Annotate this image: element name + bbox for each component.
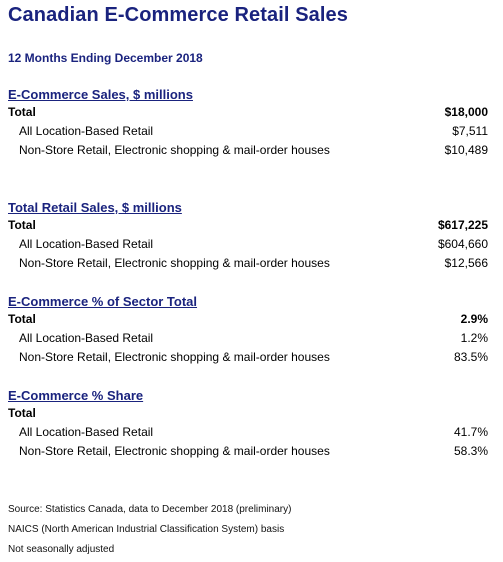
- footer-notes: [8, 500, 291, 560]
- row-label: Total: [8, 218, 36, 232]
- row-value: 2.9%: [460, 312, 488, 326]
- total-row: [8, 216, 490, 235]
- table-row: [8, 442, 490, 461]
- table-row: [8, 122, 490, 141]
- basis-note: NAICS (North American Industrial Classification System) basis: [8, 524, 285, 535]
- total-row: [8, 103, 490, 122]
- table-row: [8, 423, 490, 442]
- section-title: E-Commerce % Share: [8, 388, 144, 403]
- row-label: Non-Store Retail, Electronic shopping & mail-order houses: [19, 444, 330, 458]
- row-label: All Location-Based Retail: [19, 124, 154, 138]
- table-row: [8, 329, 490, 348]
- total-row: [8, 310, 490, 329]
- row-label: All Location-Based Retail: [19, 425, 154, 439]
- row-label: Non-Store Retail, Electronic shopping & mail-order houses: [19, 143, 330, 157]
- page-subtitle: 12 Months Ending December 2018: [8, 51, 203, 65]
- row-label: Total: [8, 312, 36, 326]
- row-value: 83.5%: [453, 350, 488, 364]
- row-value: $12,566: [444, 256, 488, 270]
- section-total-retail-sales: [8, 199, 490, 273]
- section-ecommerce-percent-share: [8, 387, 490, 461]
- row-value: $18,000: [444, 105, 488, 119]
- section-title: E-Commerce Sales, $ millions: [8, 87, 193, 102]
- row-label: All Location-Based Retail: [19, 237, 154, 251]
- row-value: $7,511: [452, 124, 488, 138]
- table-row: [8, 235, 490, 254]
- row-label: Non-Store Retail, Electronic shopping & mail-order houses: [19, 350, 330, 364]
- row-value: $10,489: [444, 143, 488, 157]
- source-note: Source: Statistics Canada, data to December 2018 (preliminary): [8, 504, 292, 515]
- table-row: [8, 141, 490, 160]
- total-row: [8, 404, 490, 423]
- page-title: Canadian E-Commerce Retail Sales: [8, 4, 348, 26]
- row-value: 1.2%: [460, 331, 488, 345]
- row-value: 41.7%: [453, 425, 488, 439]
- section-ecommerce-percent-sector: [8, 293, 490, 367]
- row-label: Total: [8, 105, 36, 119]
- section-ecommerce-sales: [8, 86, 490, 160]
- section-title: E-Commerce % of Sector Total: [8, 294, 198, 309]
- row-value: 58.3%: [453, 444, 488, 458]
- row-value: $604,660: [437, 237, 488, 251]
- row-label: Total: [8, 406, 36, 420]
- table-row: [8, 348, 490, 367]
- row-label: Non-Store Retail, Electronic shopping & mail-order houses: [19, 256, 330, 270]
- row-value: $617,225: [437, 218, 488, 232]
- row-label: All Location-Based Retail: [19, 331, 154, 345]
- adjustment-note: Not seasonally adjusted: [8, 544, 115, 555]
- section-title: Total Retail Sales, $ millions: [8, 200, 182, 215]
- table-row: [8, 254, 490, 273]
